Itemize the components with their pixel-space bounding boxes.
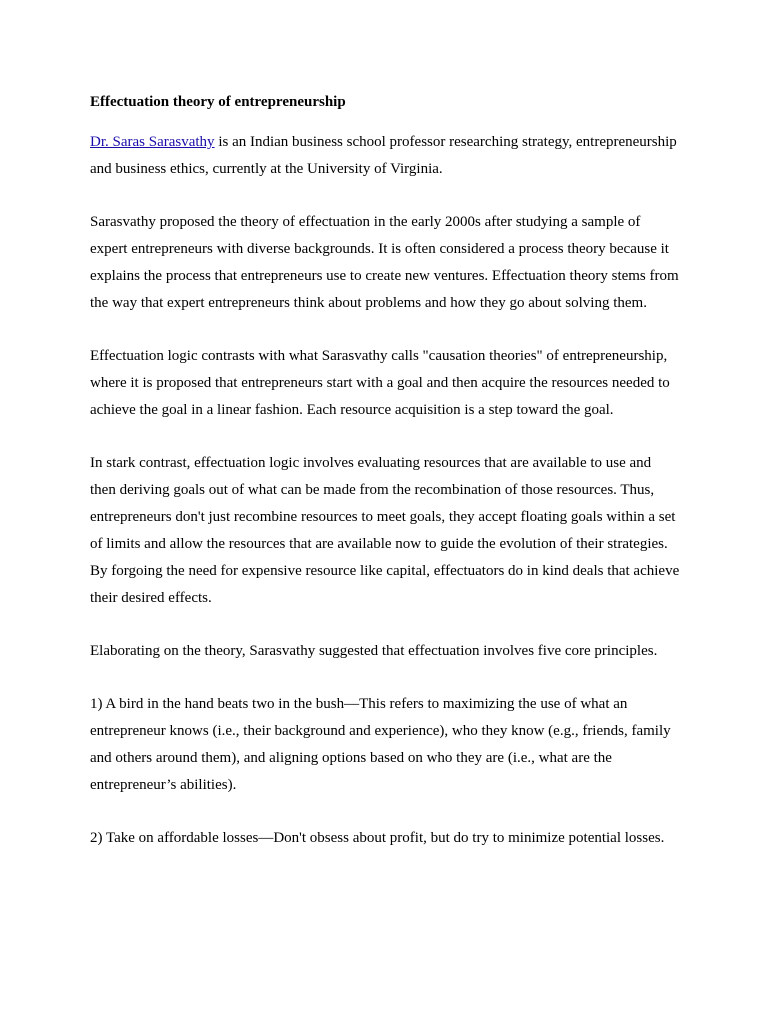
sarasvathy-link[interactable]: Dr. Saras Sarasvathy [90,134,215,150]
paragraph-effectuation-logic: In stark contrast, effectuation logic involves evaluating resources that are available to use and then deriving goals out of what can be made from the recombination of those resources. Thus, entrepreneurs don't just recombine resources to meet goals, they accept floating goals within a set of limits and allow the resources that are available now to guide the evolution of their strategies. By forgoing the need for expensive resource like capital, effectuators do in kind deals that achieve their desired effects. [90,455,680,606]
document-title: Effectuation theory of entrepreneurship [90,94,346,110]
intro-text: is an Indian business school professor researching strategy, entrepreneurship and business ethics, currently at the University of Virginia. [90,134,677,177]
document-body [90,92,680,878]
principle-affordable-losses: 2) Take on affordable losses—Don't obsess about profit, but do try to minimize potential losses. [90,830,665,846]
paragraph-causation-contrast: Effectuation logic contrasts with what Sarasvathy calls "causation theories" of entrepreneurship, where it is proposed that entrepreneurs start with a goal and then acquire the resources needed to achieve the goal in a linear fashion. Each resource acquisition is a step toward the goal. [90,348,670,418]
paragraph-five-principles: Elaborating on the theory, Sarasvathy suggested that effectuation involves five core principles. [90,643,658,659]
principle-bird-in-hand: 1) A bird in the hand beats two in the bush—This refers to maximizing the use of what an entrepreneur knows (i.e., their background and experience), who they know (e.g., friends, family and others around them), and aligning options based on who they are (i.e., what are the entrepreneur’s abilities). [90,696,671,793]
intro-paragraph [90,129,680,183]
paragraph-process-theory: Sarasvathy proposed the theory of effectuation in the early 2000s after studying a sample of expert entrepreneurs with diverse backgrounds. It is often considered a process theory because it explains the process that entrepreneurs use to create new ventures. Effectuation theory stems from the way that expert entrepreneurs think about problems and how they go about solving them. [90,214,679,311]
